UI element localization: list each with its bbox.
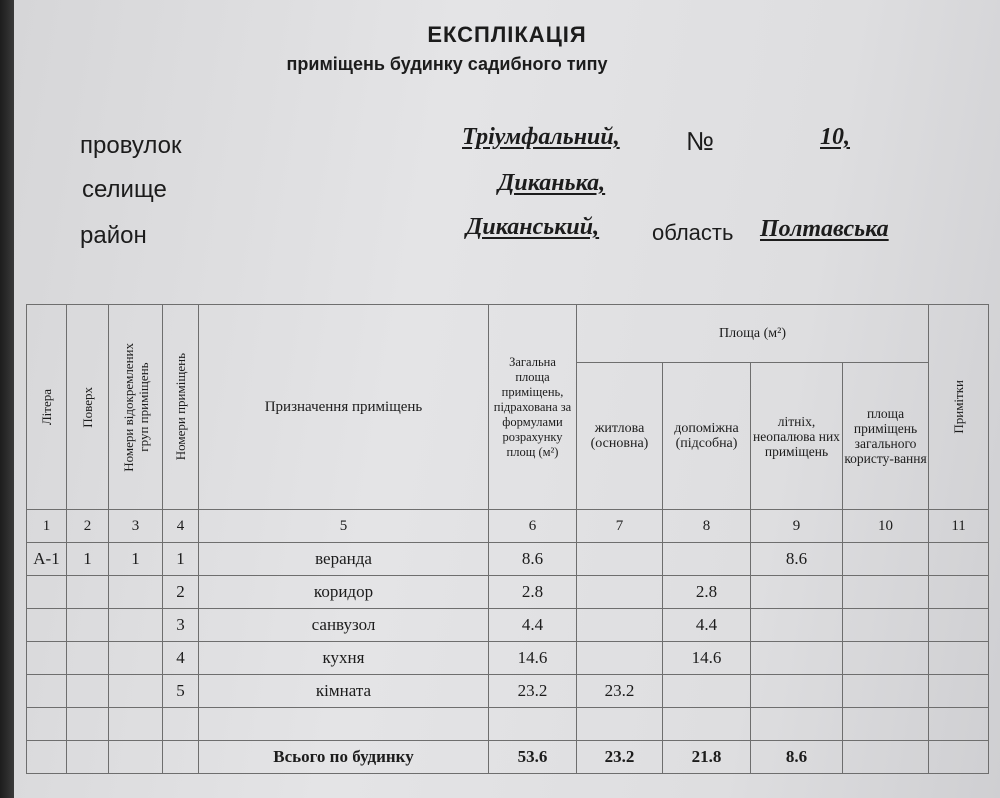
cell-group [109, 642, 163, 675]
cell-purpose: кімната [199, 675, 489, 708]
cell-total-area: 23.2 [489, 675, 577, 708]
total-common-sum [843, 741, 929, 774]
cell-purpose: веранда [199, 543, 489, 576]
cell-common [843, 609, 929, 642]
page-edge-shadow [0, 0, 14, 798]
cell-litera [27, 708, 67, 741]
column-number: 6 [489, 510, 577, 543]
total-row [27, 741, 989, 774]
cell-common [843, 576, 929, 609]
table-row [27, 708, 989, 741]
cell-common [843, 675, 929, 708]
cell-living [577, 642, 663, 675]
district-value: Диканський, [466, 214, 600, 240]
cell-summer [751, 675, 843, 708]
header-total-area: Загальна площа приміщень, підрахована за формулами розрахунку площ (м²) [489, 305, 577, 510]
column-number: 10 [843, 510, 929, 543]
number-label: № [686, 126, 714, 156]
header-floor: Поверх [67, 305, 109, 510]
cell-purpose [199, 708, 489, 741]
table-row [27, 675, 989, 708]
cell-summer [751, 609, 843, 642]
column-number: 4 [163, 510, 199, 543]
cell-total-area: 2.8 [489, 576, 577, 609]
header-purpose: Призначення приміщень [199, 305, 489, 510]
cell-litera [27, 576, 67, 609]
cell-notes [929, 708, 989, 741]
header-living: житлова (основна) [577, 363, 663, 510]
column-number: 11 [929, 510, 989, 543]
cell-floor [67, 708, 109, 741]
cell-room [163, 708, 199, 741]
table-row [27, 543, 989, 576]
cell-notes [929, 675, 989, 708]
column-number: 9 [751, 510, 843, 543]
cell-floor [67, 576, 109, 609]
document-page [14, 0, 1000, 798]
cell-auxiliary: 14.6 [663, 642, 751, 675]
total-aux-sum: 21.8 [663, 741, 751, 774]
cell-group [109, 708, 163, 741]
settlement-label: селище [82, 176, 167, 203]
cell-living: 23.2 [577, 675, 663, 708]
cell-litera [27, 609, 67, 642]
column-number: 8 [663, 510, 751, 543]
cell-litera: А-1 [27, 543, 67, 576]
cell-auxiliary: 4.4 [663, 609, 751, 642]
explication-table [26, 304, 989, 774]
cell-common [843, 642, 929, 675]
cell-auxiliary [663, 708, 751, 741]
cell-room: 1 [163, 543, 199, 576]
cell-living [577, 543, 663, 576]
cell-living [577, 576, 663, 609]
cell-summer [751, 708, 843, 741]
cell-purpose: коридор [199, 576, 489, 609]
district-label: район [80, 222, 147, 249]
cell-auxiliary [663, 675, 751, 708]
cell-summer [751, 642, 843, 675]
cell-purpose: кухня [199, 642, 489, 675]
column-number-row [27, 510, 989, 543]
total-area-sum: 53.6 [489, 741, 577, 774]
header-area-group: Площа (м²) [577, 305, 929, 363]
lane-value: Тріумфальний, [462, 124, 620, 150]
region-value: Полтавська [760, 216, 889, 242]
cell-floor [67, 609, 109, 642]
column-number: 5 [199, 510, 489, 543]
total-notes [929, 741, 989, 774]
table-body [27, 543, 989, 741]
cell-floor [67, 642, 109, 675]
cell-total-area: 4.4 [489, 609, 577, 642]
cell-room: 3 [163, 609, 199, 642]
cell-total-area: 14.6 [489, 642, 577, 675]
column-number: 7 [577, 510, 663, 543]
table-row [27, 609, 989, 642]
cell-floor: 1 [67, 543, 109, 576]
header-common: площа приміщень загального користу-вання [843, 363, 929, 510]
cell-notes [929, 543, 989, 576]
lane-label: провулок [80, 132, 182, 159]
cell-notes [929, 576, 989, 609]
cell-summer: 8.6 [751, 543, 843, 576]
cell-litera [27, 675, 67, 708]
header-auxiliary: допоміжна (підсобна) [663, 363, 751, 510]
cell-total-area [489, 708, 577, 741]
header-group-numbers: Номери відокремлених груп приміщень [109, 305, 163, 510]
number-value: 10, [820, 124, 850, 150]
cell-auxiliary [663, 543, 751, 576]
cell-living [577, 609, 663, 642]
column-number: 3 [109, 510, 163, 543]
cell-litera [27, 642, 67, 675]
total-living-sum: 23.2 [577, 741, 663, 774]
cell-summer [751, 576, 843, 609]
cell-group [109, 675, 163, 708]
header-notes: Примітки [929, 305, 989, 510]
total-label: Всього по будинку [199, 741, 489, 774]
region-label: область [652, 220, 734, 245]
document-title: ЕКСПЛІКАЦІЯ [427, 22, 587, 47]
column-number: 1 [27, 510, 67, 543]
header-litera: Літера [27, 305, 67, 510]
cell-common [843, 543, 929, 576]
cell-common [843, 708, 929, 741]
settlement-value: Диканька, [498, 170, 606, 196]
cell-room: 5 [163, 675, 199, 708]
cell-floor [67, 675, 109, 708]
cell-group [109, 576, 163, 609]
column-number: 2 [67, 510, 109, 543]
total-summer-sum: 8.6 [751, 741, 843, 774]
table-row [27, 576, 989, 609]
cell-room: 4 [163, 642, 199, 675]
cell-purpose: санвузол [199, 609, 489, 642]
header-summer: літніх, неопалюва них приміщень [751, 363, 843, 510]
cell-group: 1 [109, 543, 163, 576]
cell-notes [929, 609, 989, 642]
cell-living [577, 708, 663, 741]
header-room-numbers: Номери приміщень [163, 305, 199, 510]
cell-notes [929, 642, 989, 675]
cell-group [109, 609, 163, 642]
cell-total-area: 8.6 [489, 543, 577, 576]
document-subtitle: приміщень будинку садибного типу [286, 54, 608, 74]
cell-auxiliary: 2.8 [663, 576, 751, 609]
table-row [27, 642, 989, 675]
cell-room: 2 [163, 576, 199, 609]
